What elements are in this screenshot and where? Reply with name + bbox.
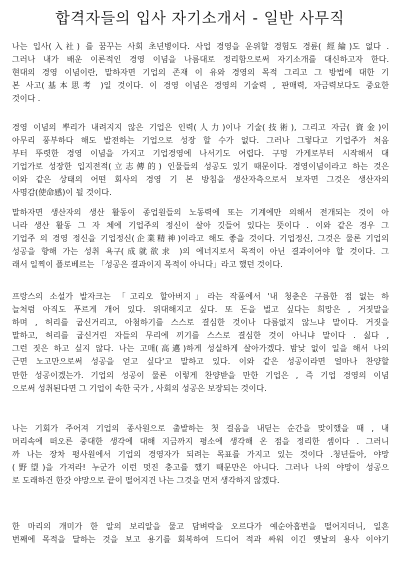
text-line: 현대의 경영 이념이란, 말하자면 기업의 존재 이 유와 경영의 목적 그리고 그 방법에 대한 기 [12, 68, 389, 78]
text-line: 성공을 향해 가는 성취 욕구(成就欲求 )의 에너지로서 목적이 아닌 결과이어야 할 것이다. 그 [12, 247, 389, 257]
text-line: 까 나는 장차 평사원에서 기업의 경영자가 되려는 목표를 가지고 있는 것이다 .청년들아, 야망 [12, 450, 389, 460]
text-line: 하며 , 허리를 굽신거리고, 아첨하기를 스스로 결심한 것이나 다름없지 않느냐 말이다. 거짓을 [12, 318, 389, 328]
text-line: 늘처럼 아직도 푸르게 개어 있다. 위대해지고 싶다. 또 돈을 벌고 싶다는 희망은 , 거짓말을 [12, 305, 389, 315]
text-line: 기업주 의 경영 정신을 기업정신(企業精神)이라고 해도 좋을 것이다. 기업정신, 그것은 물론 기업의 [12, 234, 389, 244]
text-line: 말하고, 허리를 굽신거린 자들의 무리에 끼기를 스스로 결심한 것이 아니냐 말이다 . 싫다 , [12, 331, 389, 341]
text-line: 프랑스의 소설가 발자크는 「고리오 할아버지」라는 작품에서 '내 청춘은 구름한 점 없는 하 [12, 292, 389, 301]
text-line: 번째에 목적을 달하는 것을 보고 용기를 회복하여 드디어 적과 싸워 이긴 옛날의 용사 이야기 [12, 535, 389, 545]
text-line: 한 마리의 개미가 한 알의 보리알을 물고 담벼락을 오르다가 예순아홉번을 떨어지더니, 일흔 [12, 522, 389, 531]
text-line: 기업가로 성장한 입지전적(立志傳的) 인물들의 성공도 있기 때문이다. 경영이념이라고 하는 것은 [12, 162, 389, 172]
text-line: (野望)을 가져라! 누군가 이런 멋진 충고를 했기 때문만은 아니다. 그러나 나의 야망이 성공으 [12, 463, 389, 473]
text-line: 래서 일찍이 플로베르는 「성공은 결과이지 목적이 아니다」라고 했던 것이다. [12, 260, 283, 270]
text-line: 말하자면 생산자의 생산 활동이 종업원들의 노동력에 또는 기계에만 의해서 전개되는 것이 아 [12, 208, 389, 217]
text-line: 나는 입사(入社) 를 꿈꾸는 사회 초년병이다. 사업 경영을 운위할 경험도 경륜( 經綸)도 없다 . [12, 42, 389, 51]
text-line: 그러나 내가 배운 이론적인 경영 이념을 나름대로 정리함으로써 자기소개를 대신하고자 한다. [12, 55, 389, 65]
paragraph-2 [12, 121, 389, 200]
text-line: 으로써 성취된다면 그 기업이 속한 국가 , 사회의 성공은 보장되는 것이다. [12, 383, 267, 393]
text-line: 로 도래하건 한갓 야망으로 끝이 떨어지건 나는 그것을 먼저 생각하지 않겠다. [12, 476, 280, 486]
text-line: 본 사고(基本思考 )일 것이다. 이 경영 이념은 경영의 기술력 , 판매력, 자금력보다도 중요한 [12, 81, 389, 91]
text-line: 이와 같은 상태의 어떤 회사의 경영 기 본 방침을 생산자측으로서 보자면 그것은 생산자의 [12, 175, 389, 185]
text-line: 머리속에 떠오른 중대한 생각에 대해 지금까지 평소에 생각해 온 점을 정리한 셈이다 . 그러니 [12, 437, 389, 447]
text-line: 경영 이념의 뿌리가 내려지지 않은 기업은 인력(人力)이나 기술(技術), 그리고 자금( 資金)이 [12, 123, 389, 132]
text-line: 근면 노고만으로써 성공을 얻고 싶다'고 말하고 있다. 이와 같은 성공이라면 얼마나 찬양할 [12, 357, 389, 367]
text-line: 것이다 . [12, 94, 41, 104]
text-line: 부터 뚜렷한 경영 이념을 가지고 기업경영에 나서기도 어렵다. 구멍 가게로부터 시작해서 대 [12, 149, 389, 159]
paragraph-4 [12, 290, 389, 395]
text-line: 그런 짓은 하고 싶지 않다. 나는 고매(高邁)하게 성실하게 살아가겠다. 밤낮 없이 일을 해서 나의 [12, 344, 389, 354]
text-line: 니라 생산 활동 그 자 체에 기업주의 정신이 살아 깃들어 있다는 뜻이다 . 이와 같은 경우 그 [12, 221, 389, 231]
document-title: 합격자들의 입사 자기소개서 - 일반 사무직 [55, 9, 345, 27]
text-line: 만한 성공이겠는가. 기업의 성공이 물론 이렇게 찬양받을 만한 기업은 , 즉 기업 경영의 이념 [12, 370, 389, 380]
text-line: 아무리 풍부하다 해도 발전하는 기업으로 성장 할 수가 없다. 그러나 그렇다고 기업주가 처음 [12, 136, 389, 146]
text-line: 나는 기회가 주어져 기업의 종사원으로 출발하는 첫 걸음을 내딛는 순간을 맞이했을 때 , 내 [12, 424, 389, 433]
paragraph-1 [12, 40, 389, 105]
paragraph-3 [12, 206, 389, 271]
text-line: 사명감(使命感)이 될 것이다. [12, 188, 112, 198]
paragraph-6 [12, 520, 389, 546]
paragraph-5 [12, 422, 389, 487]
